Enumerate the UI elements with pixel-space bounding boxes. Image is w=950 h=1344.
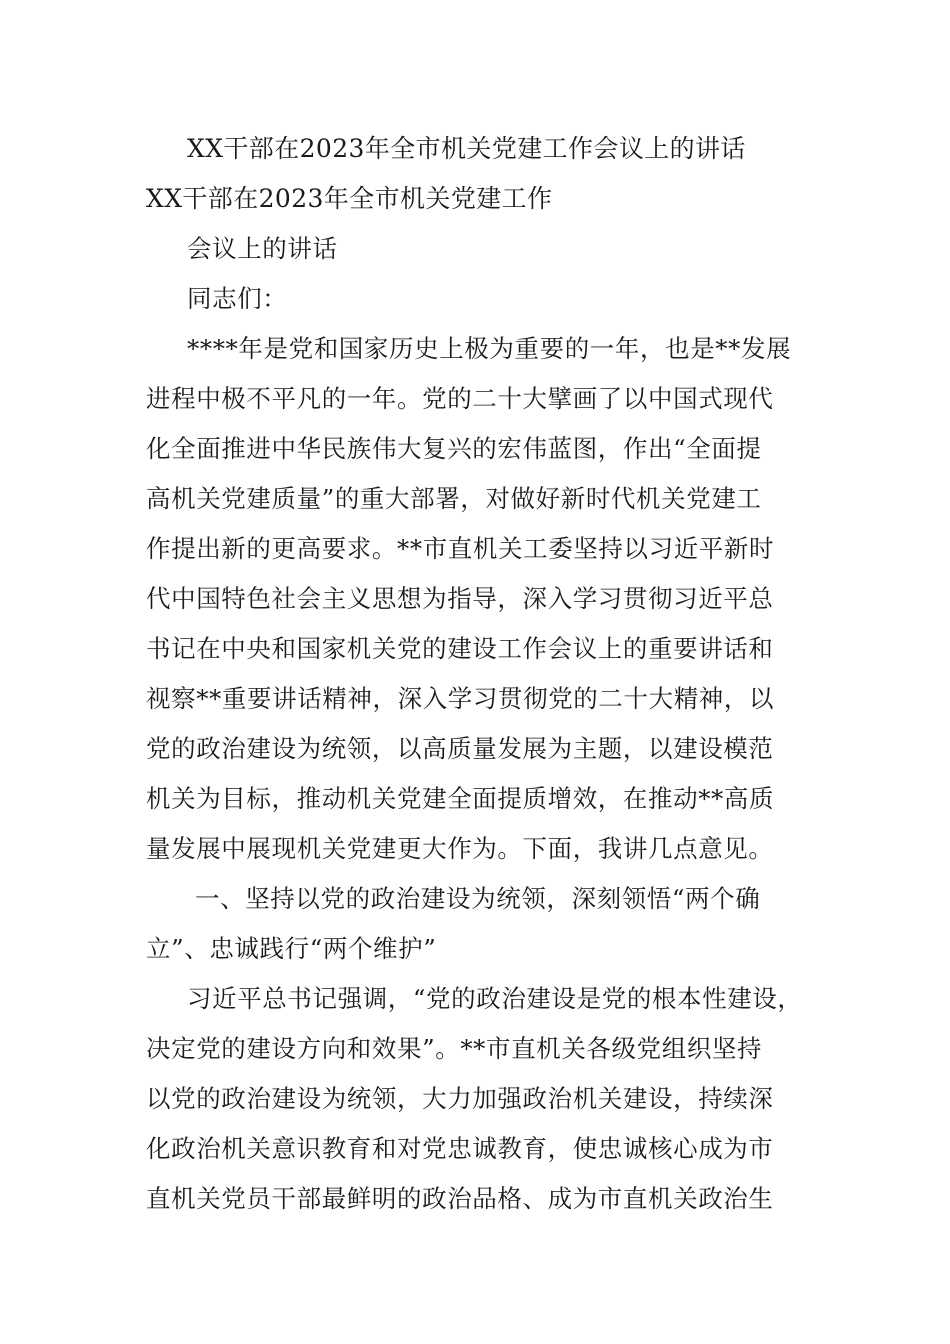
paragraph-1-line: 进程中极不平凡的一年。党的二十大擘画了以中国式现代 — [146, 384, 774, 413]
paragraph-1-line: 化全面推进中华民族伟大复兴的宏伟蓝图，作出“全面提 — [146, 434, 762, 463]
salutation: 同志们： — [187, 284, 288, 313]
paragraph-2-line: 化政治机关意识教育和对党忠诚教育，使忠诚核心成为市 — [146, 1134, 774, 1163]
document-title: XX干部在2023年全市机关党建工作会议上的讲话 — [187, 134, 746, 163]
paragraph-2-line: 习近平总书记强调，“党的政治建设是党的根本性建设， — [187, 984, 803, 1013]
paragraph-1-line: 机关为目标，推动机关党建全面提质增效，在推动**高质 — [146, 784, 775, 813]
paragraph-1-line: 书记在中央和国家机关党的建设工作会议上的重要讲话和 — [146, 634, 774, 663]
paragraph-2-line: 以党的政治建设为统领，大力加强政治机关建设，持续深 — [146, 1084, 774, 1113]
subtitle-line-1: XX干部在2023年全市机关党建工作 — [146, 184, 553, 213]
paragraph-1-line: 作提出新的更高要求。**市直机关工委坚持以习近平新时 — [146, 534, 775, 563]
paragraph-1-line: 代中国特色社会主义思想为指导，深入学习贯彻习近平总 — [146, 584, 774, 613]
section-1-heading-line: 立”、忠诚践行“两个维护” — [146, 934, 437, 963]
paragraph-1-line: 量发展中展现机关党建更大作为。下面，我讲几点意见。 — [146, 834, 774, 863]
paragraph-1-line: 高机关党建质量”的重大部署，对做好新时代机关党建工 — [146, 484, 762, 513]
paragraph-1-line: 视察**重要讲话精神，深入学习贯彻党的二十大精神，以 — [146, 684, 775, 713]
paragraph-1-line: 党的政治建设为统领，以高质量发展为主题，以建设模范 — [146, 734, 774, 763]
subtitle-line-2: 会议上的讲话 — [187, 234, 338, 263]
paragraph-2-line: 决定党的建设方向和效果”。**市直机关各级党组织坚持 — [146, 1034, 763, 1063]
paragraph-2-line: 直机关党员干部最鲜明的政治品格、成为市直机关政治生 — [146, 1184, 774, 1213]
section-1-heading-line: 一、坚持以党的政治建设为统领，深刻领悟“两个确 — [195, 884, 761, 913]
paragraph-1-line: ****年是党和国家历史上极为重要的一年，也是**发展 — [187, 334, 792, 363]
